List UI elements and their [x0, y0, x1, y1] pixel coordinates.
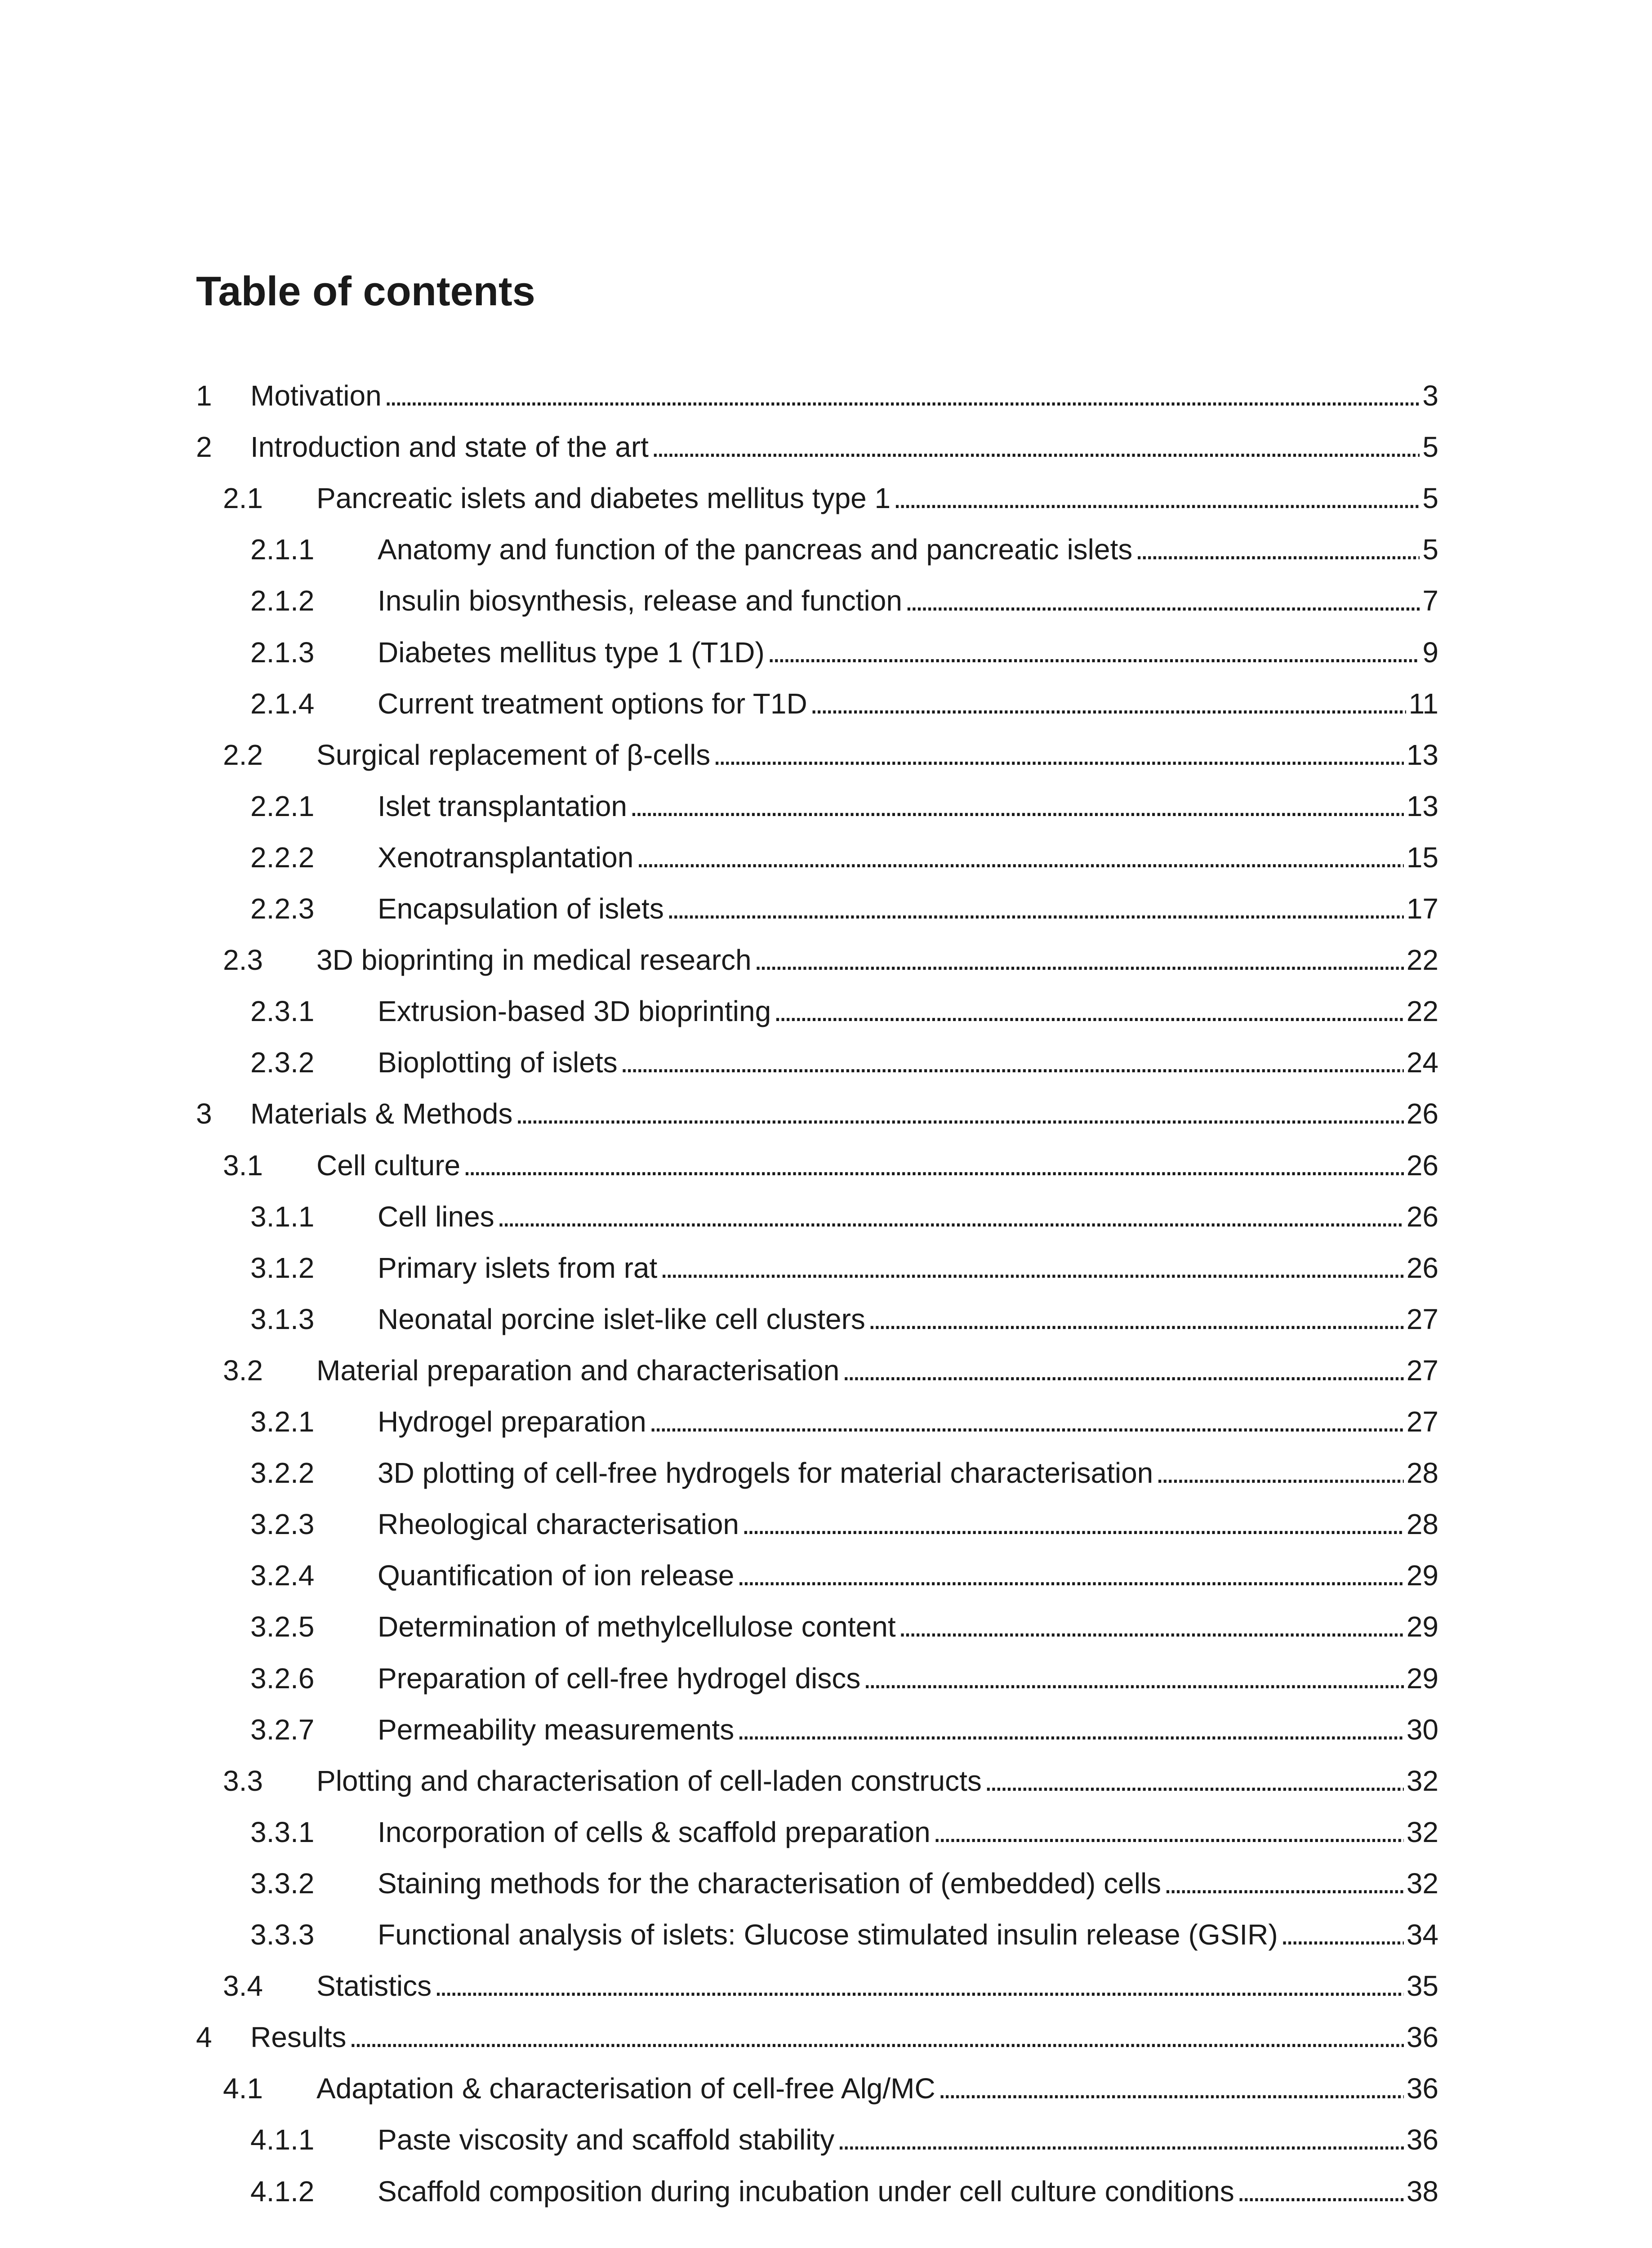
toc-entry[interactable]	[250, 1457, 1438, 1489]
toc-entry-number: 2.2.3	[250, 892, 315, 925]
toc-entry-title: Motivation	[250, 379, 382, 412]
toc-entry-page-number: 30	[1406, 1713, 1438, 1746]
toc-entry[interactable]	[250, 790, 1438, 822]
toc-dot-leader	[434, 1970, 1404, 2002]
toc-entry[interactable]	[196, 1097, 1438, 1130]
toc-entry-number: 2.3.2	[250, 1046, 315, 1079]
toc-entry[interactable]	[250, 533, 1438, 566]
toc-entry-number: 3.1	[223, 1149, 263, 1182]
toc-entry-number: 4.1.2	[250, 2175, 315, 2208]
toc-dot-leader	[863, 1662, 1404, 1695]
toc-entry-title: 3D bioprinting in medical research	[316, 944, 752, 976]
toc-entry-page-number: 38	[1406, 2175, 1438, 2208]
toc-entry-title: Functional analysis of islets: Glucose stimulated insulin release (GSIR)	[378, 1918, 1278, 1951]
toc-entry-page-number: 11	[1408, 687, 1438, 720]
toc-entry[interactable]	[196, 2021, 1438, 2053]
toc-entry-title: Preparation of cell-free hydrogel discs	[378, 1662, 861, 1695]
toc-dot-leader	[349, 2021, 1403, 2053]
toc-entry-page-number: 29	[1406, 1610, 1438, 1643]
toc-entry-page-number: 15	[1406, 841, 1438, 874]
toc-dot-leader	[463, 1149, 1404, 1182]
toc-dot-leader	[899, 1610, 1404, 1643]
toc-entry-title: Rheological characterisation	[378, 1508, 739, 1540]
toc-entry-title: Surgical replacement of β-cells	[316, 739, 711, 771]
toc-entry[interactable]	[196, 379, 1438, 412]
toc-dot-leader	[649, 1405, 1404, 1438]
toc-entry-title: Islet transplantation	[378, 790, 627, 822]
toc-entry-title: Paste viscosity and scaffold stability	[378, 2123, 835, 2156]
toc-entry-number: 3.1.2	[250, 1252, 315, 1284]
toc-entry[interactable]	[223, 482, 1438, 514]
toc-dot-leader	[810, 687, 1406, 720]
toc-entry[interactable]	[250, 1508, 1438, 1540]
toc-entry[interactable]	[250, 1610, 1438, 1643]
toc-entry-page-number: 28	[1406, 1508, 1438, 1540]
toc-entry-page-number: 5	[1422, 431, 1438, 463]
toc-entry-title: Adaptation & characterisation of cell-free Alg/MC	[316, 2072, 935, 2105]
toc-entry-page-number: 26	[1406, 1149, 1438, 1182]
toc-entry-title: 3D plotting of cell-free hydrogels for material characterisation	[378, 1457, 1153, 1489]
toc-entry-title: Xenotransplantation	[378, 841, 634, 874]
toc-entry[interactable]	[250, 1405, 1438, 1438]
toc-entry-page-number: 5	[1422, 533, 1438, 566]
toc-entry-page-number: 24	[1406, 1046, 1438, 1079]
toc-entry-page-number: 34	[1406, 1918, 1438, 1951]
toc-dot-leader	[742, 1508, 1404, 1540]
toc-dot-leader	[842, 1354, 1404, 1387]
toc-entry[interactable]	[250, 1200, 1438, 1233]
toc-entry[interactable]	[250, 1918, 1438, 1951]
toc-entry[interactable]	[223, 1354, 1438, 1387]
toc-entry-number: 2.1.2	[250, 584, 315, 617]
toc-dot-leader	[933, 1816, 1404, 1848]
toc-entry-page-number: 32	[1406, 1816, 1438, 1848]
toc-entry-number: 3.3.3	[250, 1918, 315, 1951]
toc-entry-title: Plotting and characterisation of cell-laden constructs	[316, 1765, 982, 1797]
toc-entry-title: Statistics	[316, 1970, 432, 2002]
toc-entry-title: Insulin biosynthesis, release and function	[378, 584, 902, 617]
toc-entry-page-number: 27	[1406, 1354, 1438, 1387]
toc-entry-number: 2.1.1	[250, 533, 315, 566]
toc-entry[interactable]	[250, 1867, 1438, 1900]
toc-entry-page-number: 26	[1406, 1097, 1438, 1130]
toc-dot-leader	[384, 379, 1420, 412]
toc-entry-page-number: 27	[1406, 1405, 1438, 1438]
toc-dot-leader	[636, 841, 1404, 874]
toc-entry-number: 2.1.3	[250, 636, 315, 669]
toc-dot-leader	[620, 1046, 1404, 1079]
toc-entry[interactable]	[250, 995, 1438, 1027]
toc-entry-number: 3.2.1	[250, 1405, 315, 1438]
toc-dot-leader	[893, 482, 1420, 514]
toc-entry-number: 1	[196, 379, 212, 412]
toc-entry[interactable]	[250, 687, 1438, 720]
toc-entry-number: 3.1.3	[250, 1303, 315, 1335]
toc-entry-title: Primary islets from rat	[378, 1252, 658, 1284]
toc-entry-page-number: 28	[1406, 1457, 1438, 1489]
toc-dot-leader	[737, 1713, 1404, 1746]
toc-dot-leader	[1164, 1867, 1404, 1900]
toc-entry-number: 2.3	[223, 944, 263, 976]
toc-entry-title: Neonatal porcine islet-like cell clusters	[378, 1303, 865, 1335]
toc-entry[interactable]	[250, 584, 1438, 617]
toc-entry-number: 2.1.4	[250, 687, 315, 720]
toc-dot-leader	[1156, 1457, 1404, 1489]
toc-entry-title: Bioplotting of islets	[378, 1046, 618, 1079]
toc-entry-title: Cell culture	[316, 1149, 461, 1182]
toc-entry-page-number: 22	[1406, 995, 1438, 1027]
toc-entry-page-number: 7	[1422, 584, 1438, 617]
toc-entry[interactable]	[196, 431, 1438, 463]
toc-dot-leader	[868, 1303, 1404, 1335]
toc-entry-number: 3.3	[223, 1765, 263, 1797]
toc-entry[interactable]	[250, 1662, 1438, 1695]
toc-entry-title: Encapsulation of islets	[378, 892, 664, 925]
toc-entry[interactable]	[223, 944, 1438, 976]
toc-entry-number: 3.2.3	[250, 1508, 315, 1540]
toc-entry-title: Quantification of ion release	[378, 1559, 735, 1592]
toc-dot-leader	[667, 892, 1404, 925]
toc-entry-number: 2.2.1	[250, 790, 315, 822]
toc-entry-number: 3.2	[223, 1354, 263, 1387]
toc-entry-page-number: 26	[1406, 1200, 1438, 1233]
toc-dot-leader	[774, 995, 1404, 1027]
toc-entry-number: 2	[196, 431, 212, 463]
toc-entry-page-number: 29	[1406, 1662, 1438, 1695]
toc-entry[interactable]	[250, 1252, 1438, 1284]
toc-entry[interactable]	[223, 739, 1438, 771]
toc-dot-leader	[630, 790, 1404, 822]
toc-entry-number: 3.3.1	[250, 1816, 315, 1848]
toc-entry-page-number: 36	[1406, 2072, 1438, 2105]
toc-dot-leader	[737, 1559, 1403, 1592]
toc-entry-title: Hydrogel preparation	[378, 1405, 646, 1438]
toc-entry[interactable]	[250, 1046, 1438, 1079]
toc-entry-number: 2.2.2	[250, 841, 315, 874]
toc-entry[interactable]	[223, 1970, 1438, 2002]
toc-entry-page-number: 17	[1406, 892, 1438, 925]
toc-entry-page-number: 5	[1422, 482, 1438, 514]
toc-entry-page-number: 27	[1406, 1303, 1438, 1335]
toc-entry-number: 2.1	[223, 482, 263, 514]
toc-dot-leader	[1281, 1918, 1404, 1951]
toc-entry-title: Extrusion-based 3D bioprinting	[378, 995, 771, 1027]
toc-entry-title: Anatomy and function of the pancreas and pancreatic islets	[378, 533, 1133, 566]
toc-entry-number: 3.3.2	[250, 1867, 315, 1900]
toc-dot-leader	[1135, 533, 1420, 566]
toc-entry[interactable]	[250, 1816, 1438, 1848]
toc-entry[interactable]	[250, 636, 1438, 669]
toc-entry[interactable]	[250, 1559, 1438, 1592]
toc-entry[interactable]	[250, 1713, 1438, 1746]
toc-entry-page-number: 13	[1406, 790, 1438, 822]
toc-entry-page-number: 3	[1422, 379, 1438, 412]
toc-entry-title: Incorporation of cells & scaffold preparation	[378, 1816, 931, 1848]
toc-entry-title: Introduction and state of the art	[250, 431, 649, 463]
toc-entry-number: 3.2.6	[250, 1662, 315, 1695]
toc-entry-title: Staining methods for the characterisation of (embedded) cells	[378, 1867, 1162, 1900]
toc-entry-number: 3.2.7	[250, 1713, 315, 1746]
toc-dot-leader	[660, 1252, 1404, 1284]
toc-entry-page-number: 32	[1406, 1867, 1438, 1900]
toc-dot-leader	[713, 739, 1404, 771]
toc-dot-leader	[938, 2072, 1404, 2105]
toc-entry-page-number: 22	[1406, 944, 1438, 976]
toc-entry-page-number: 9	[1422, 636, 1438, 669]
toc-entry[interactable]	[250, 2175, 1438, 2208]
toc-entry-title: Pancreatic islets and diabetes mellitus type 1	[316, 482, 891, 514]
toc-entry-number: 3.4	[223, 1970, 263, 2002]
toc-entry[interactable]	[223, 1149, 1438, 1182]
toc-entry-title: Diabetes mellitus type 1 (T1D)	[378, 636, 765, 669]
toc-dot-leader	[754, 944, 1404, 976]
toc-dot-leader	[651, 431, 1420, 463]
toc-entry[interactable]	[223, 2072, 1438, 2105]
toc-entry-number: 4	[196, 2021, 212, 2053]
toc-entry-title: Determination of methylcellulose content	[378, 1610, 896, 1643]
toc-dot-leader	[497, 1200, 1404, 1233]
toc-dot-leader	[837, 2123, 1404, 2156]
toc-entry-number: 4.1	[223, 2072, 263, 2105]
toc-entry[interactable]	[250, 2123, 1438, 2156]
toc-entry[interactable]	[250, 1303, 1438, 1335]
toc-entry[interactable]	[223, 1765, 1438, 1797]
toc-entry-page-number: 36	[1406, 2021, 1438, 2053]
toc-entry-title: Results	[250, 2021, 347, 2053]
toc-entry-page-number: 35	[1406, 1970, 1438, 2002]
toc-entry-number: 3.2.2	[250, 1457, 315, 1489]
toc-entry-page-number: 13	[1406, 739, 1438, 771]
toc-dot-leader	[905, 584, 1420, 617]
toc-entry-title: Scaffold composition during incubation under cell culture conditions	[378, 2175, 1234, 2208]
toc-dot-leader	[984, 1765, 1404, 1797]
toc-entry-number: 3.2.5	[250, 1610, 315, 1643]
toc-entry-title: Permeability measurements	[378, 1713, 735, 1746]
page-title: Table of contents	[196, 268, 535, 314]
toc-entry-title: Materials & Methods	[250, 1097, 513, 1130]
toc-entry-page-number: 29	[1406, 1559, 1438, 1592]
toc-entry-number: 3.1.1	[250, 1200, 315, 1233]
toc-entry-title: Material preparation and characterisation	[316, 1354, 840, 1387]
toc-dot-leader	[515, 1097, 1403, 1130]
toc-dot-leader	[1237, 2175, 1404, 2208]
toc-entry-page-number: 26	[1406, 1252, 1438, 1284]
toc-entry-number: 2.3.1	[250, 995, 315, 1027]
toc-entry-page-number: 32	[1406, 1765, 1438, 1797]
toc-entry-number: 3	[196, 1097, 212, 1130]
toc-dot-leader	[767, 636, 1420, 669]
toc-entry-title: Cell lines	[378, 1200, 494, 1233]
toc-entry-number: 4.1.1	[250, 2123, 315, 2156]
toc-entry-page-number: 36	[1406, 2123, 1438, 2156]
toc-entry[interactable]	[250, 841, 1438, 874]
toc-entry-number: 3.2.4	[250, 1559, 315, 1592]
toc-entry-title: Current treatment options for T1D	[378, 687, 807, 720]
toc-entry[interactable]	[250, 892, 1438, 925]
toc-entry-number: 2.2	[223, 739, 263, 771]
